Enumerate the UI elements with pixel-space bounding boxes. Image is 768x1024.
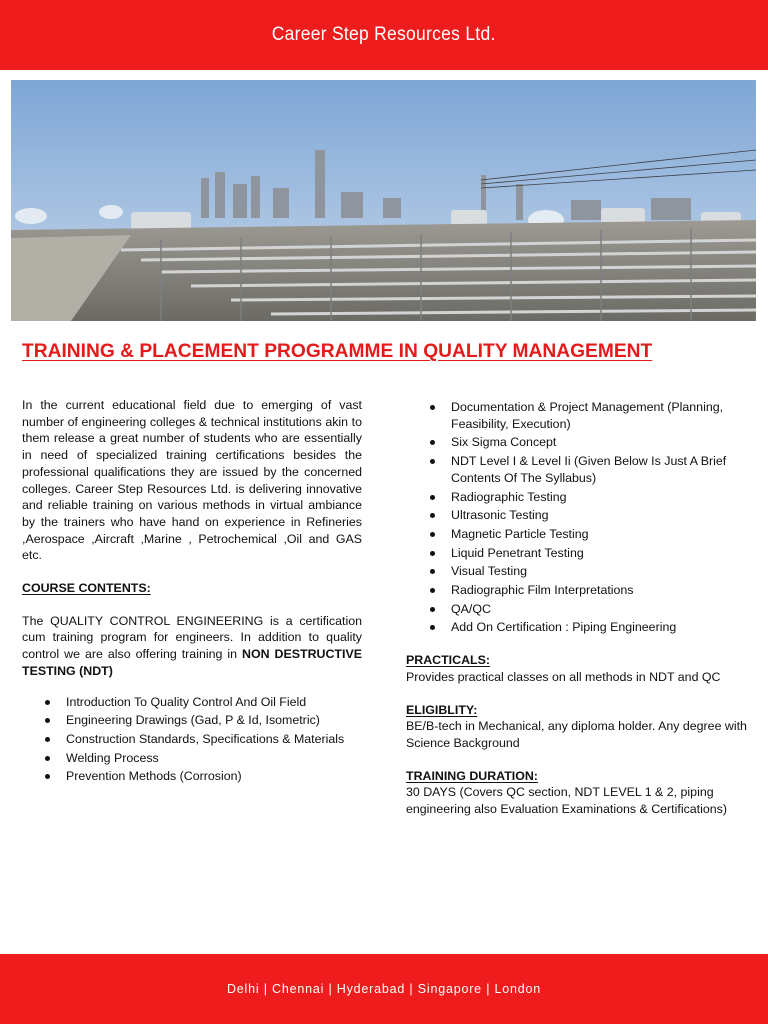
course-list-right: [406, 399, 758, 636]
list-item: Introduction To Quality Control And Oil Field: [43, 694, 362, 711]
list-item: NDT Level I & Level Ii (Given Below Is Just A Brief Contents Of The Syllabus): [428, 453, 758, 486]
list-item: Ultrasonic Testing: [428, 507, 758, 524]
footer-banner: [0, 954, 768, 1024]
practicals-section: [406, 652, 758, 685]
eligibility-text: BE/B-tech in Mechanical, any diploma holder. Any degree with Science Background: [406, 719, 747, 750]
list-item: Construction Standards, Specifications & Materials: [43, 731, 362, 748]
page-title: TRAINING & PLACEMENT PROGRAMME IN QUALITY MANAGEMENT: [22, 340, 653, 362]
header-banner: [0, 0, 768, 70]
hero-image: [11, 80, 756, 321]
practicals-text: Provides practical classes on all methods in NDT and QC: [406, 669, 721, 684]
right-column: [406, 399, 758, 834]
office-locations: Delhi | Chennai | Hyderabad | Singapore | London: [226, 982, 542, 996]
course-description: [22, 613, 362, 680]
list-item: Prevention Methods (Corrosion): [43, 768, 362, 785]
list-item: Add On Certification : Piping Engineering: [428, 619, 758, 636]
company-name: Career Step Resources Ltd.: [272, 24, 496, 45]
list-item: Six Sigma Concept: [428, 434, 758, 451]
list-item: QA/QC: [428, 601, 758, 618]
course-list-left: [22, 694, 362, 786]
eligibility-heading: ELIGIBLITY:: [406, 702, 478, 717]
list-item: Documentation & Project Management (Planning, Feasibility, Execution): [428, 399, 758, 432]
intro-paragraph: In the current educational field due to emerging of vast number of engineering colleges & technical institutions akin to them release a great number of students who are essentially in need of specialized training certifications besides the professional qualifications they are issued by the concerned colleges. Career Step Resources Ltd. is delivering innovative and reliable training on various methods in virtual ambiance by the trainers who have hand on experience in Refineries ,Aerospace ,Aircraft ,Marine , Petrochemical ,Oil and GAS etc.: [22, 398, 362, 563]
list-item: Magnetic Particle Testing: [428, 526, 758, 543]
practicals-heading: PRACTICALS:: [406, 653, 490, 668]
list-item: Engineering Drawings (Gad, P & Id, Isometric): [43, 712, 362, 729]
eligibility-section: [406, 702, 758, 752]
list-item: Welding Process: [43, 750, 362, 767]
duration-section: [406, 768, 758, 818]
duration-heading: TRAINING DURATION:: [406, 768, 538, 783]
refinery-photo: [11, 80, 756, 321]
course-contents-heading: COURSE CONTENTS:: [22, 581, 151, 596]
list-item: Radiographic Film Interpretations: [428, 582, 758, 599]
list-item: Visual Testing: [428, 563, 758, 580]
left-column: [22, 397, 362, 787]
duration-text: 30 DAYS (Covers QC section, NDT LEVEL 1 & 2, piping engineering also Evaluation Examinations & Certifications): [406, 785, 727, 817]
ndt-highlight: NON DESTRUCTIVE TESTING (NDT): [22, 647, 362, 678]
list-item: Radiographic Testing: [428, 489, 758, 506]
list-item: Liquid Penetrant Testing: [428, 545, 758, 562]
course-description-text: The QUALITY CONTROL ENGINEERING is a certification cum training program for engineers. In addition to quality control we are also offering training in: [22, 613, 362, 662]
